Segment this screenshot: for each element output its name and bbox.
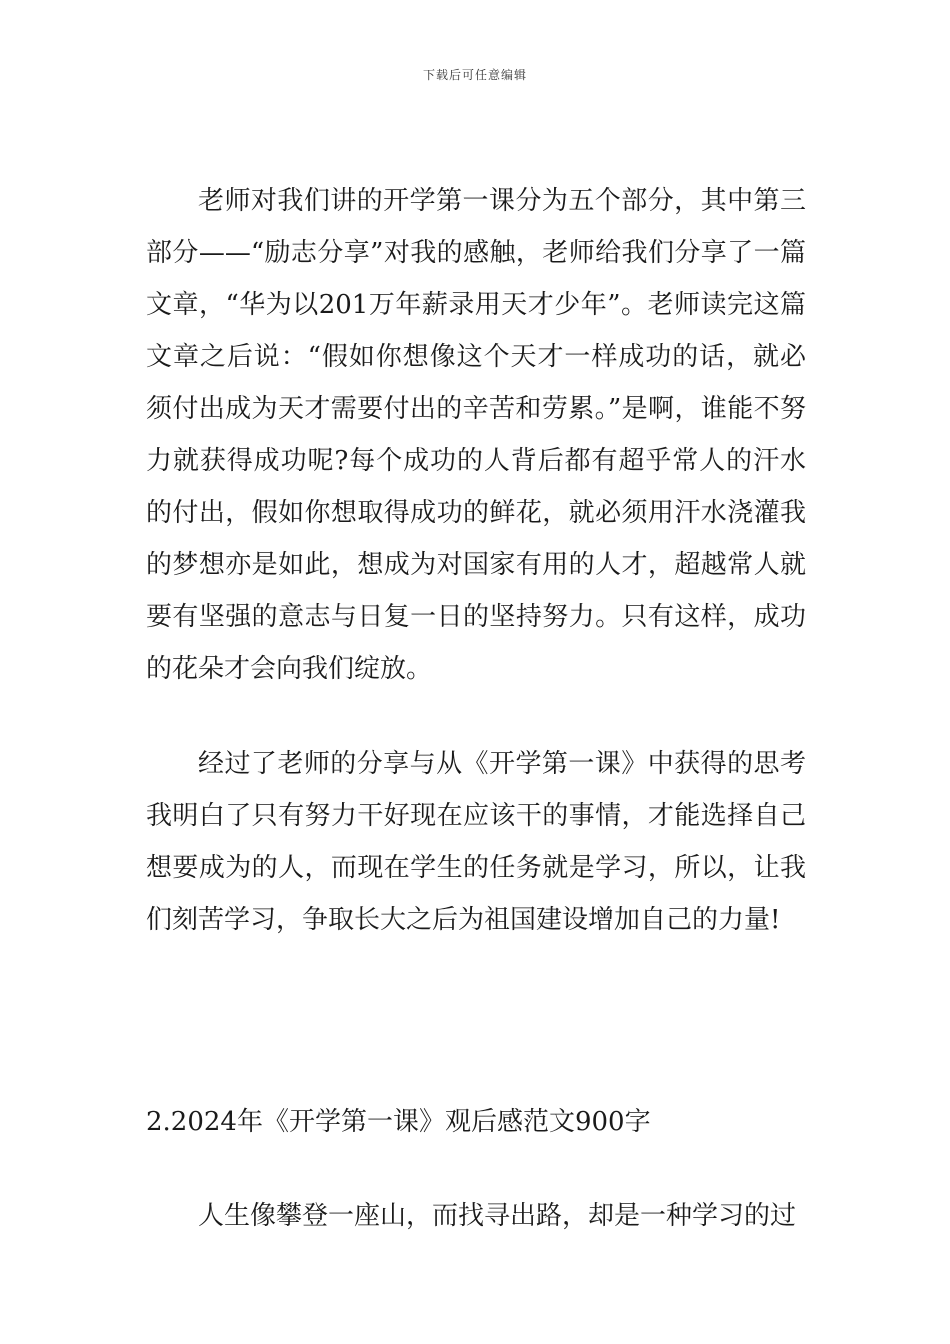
document-body: [146, 175, 806, 1242]
paragraph-1: 老师对我们讲的开学第一课分为五个部分，其中第三部分——“励志分享”对我的感触，老师给我们分享了一篇文章，“华为以201万年薪录用天才少年”。老师读完这篇文章之后说：“假如你想像这个天才一样成功的话，就必须付出成为天才需要付出的辛苦和劳累。”是啊，谁能不努力就获得成功呢?每个成功的人背后都有超乎常人的汗水的付出，假如你想取得成功的鲜花，就必须用汗水浇灌我的梦想亦是如此，想成为对国家有用的人才，超越常人就要有坚强的意志与日复一日的坚持努力。只有这样，成功的花朵才会向我们绽放。: [146, 186, 806, 684]
header-note: 下载后可任意编辑: [422, 68, 527, 82]
paragraph-3: 人生像攀登一座山，而找寻出路，却是一种学习的过: [198, 1201, 797, 1231]
paragraph-2: 经过了老师的分享与从《开学第一课》中获得的思考我明白了只有努力干好现在应该干的事情，才能选择自己想要成为的人，而现在学生的任务就是学习，所以，让我们刻苦学习，争取长大之后为祖国建设增加自己的力量!: [146, 749, 806, 935]
section-heading: 2.2024年《开学第一课》观后感范文900字: [146, 1107, 651, 1137]
